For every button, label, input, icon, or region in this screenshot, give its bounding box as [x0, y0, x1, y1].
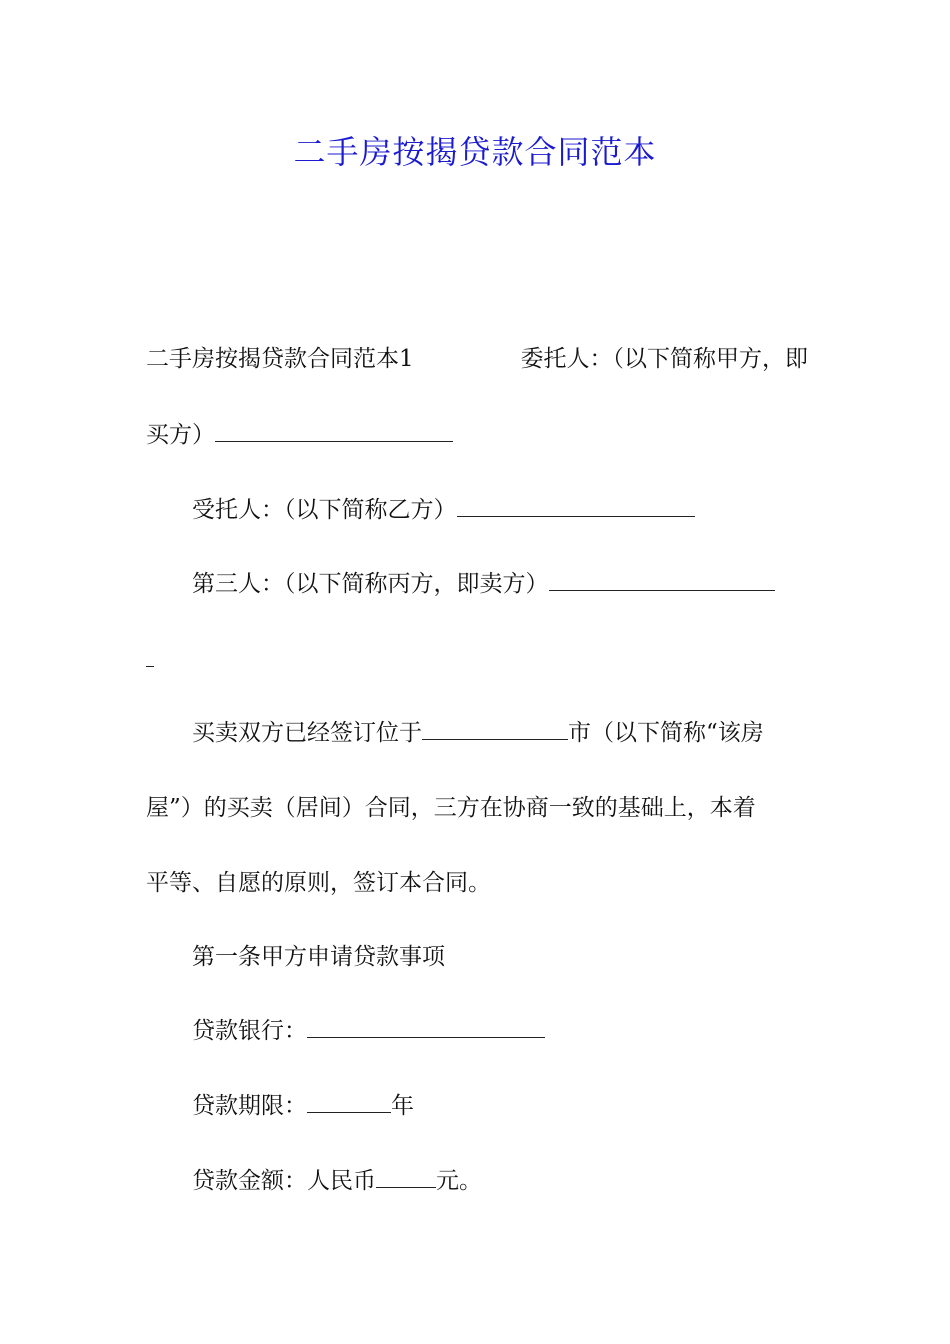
third-party-label: 第三人：（以下简称丙方，即卖方）	[192, 571, 549, 597]
third-party-blank-continuation	[146, 666, 154, 667]
recital-line-1	[192, 716, 808, 750]
recital-line-2: 屋”）的买卖（居间）合同，三方在协商一致的基础上，本着	[146, 795, 756, 821]
loan-term-unit: 年	[391, 1093, 414, 1119]
loan-bank-label: 贷款银行：	[192, 1018, 307, 1044]
third-party-line	[192, 567, 808, 601]
loan-amount-unit: 元。	[436, 1168, 482, 1194]
intro-line	[146, 342, 808, 376]
agent-line	[192, 493, 808, 527]
loan-bank-line	[192, 1014, 808, 1048]
document-title: 二手房按揭贷款合同范本	[293, 133, 657, 171]
agent-label: 受托人：（以下简称乙方）	[192, 497, 457, 523]
third-party-blank	[549, 568, 775, 591]
loan-amount-line	[192, 1164, 808, 1198]
principal-suffix: 买方）	[146, 422, 215, 448]
principal-text: 委托人：（以下简称甲方，即	[520, 346, 808, 372]
recital-part2: 市（以下简称“该房	[568, 720, 764, 746]
loan-term-blank	[307, 1090, 391, 1113]
loan-term-line	[192, 1089, 808, 1123]
recital-line-3: 平等、自愿的原则，签订本合同。	[146, 870, 491, 896]
loan-amount-label: 贷款金额：人民币	[192, 1168, 376, 1194]
loan-bank-blank	[307, 1015, 545, 1038]
intro-heading: 二手房按揭贷款合同范本1	[146, 346, 414, 372]
principal-line	[146, 418, 808, 452]
city-blank	[422, 717, 568, 740]
loan-term-label: 贷款期限：	[192, 1093, 307, 1119]
loan-amount-blank	[376, 1165, 436, 1188]
recital-part1: 买卖双方已经签订位于	[192, 720, 422, 746]
agent-blank	[457, 494, 695, 517]
principal-blank	[215, 419, 453, 442]
article1-heading: 第一条甲方申请贷款事项	[192, 944, 445, 970]
